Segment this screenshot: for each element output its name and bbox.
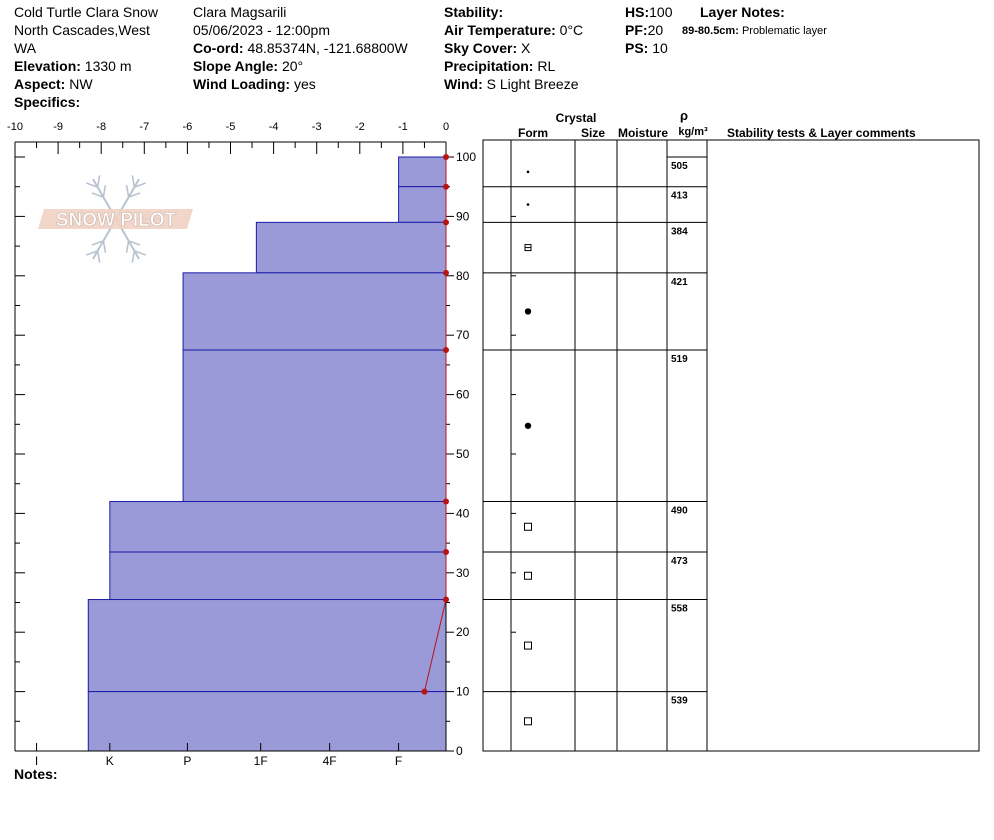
height-tick-label: 50 <box>456 447 470 461</box>
windload-row: Wind Loading: yes <box>193 76 316 92</box>
hardness-layer-bar <box>399 187 446 223</box>
density-value: 473 <box>671 556 688 568</box>
hardness-label: K <box>105 754 114 768</box>
hs-value: 100 <box>649 4 673 20</box>
height-tick-label: 10 <box>456 684 470 699</box>
hardness-label: I <box>34 754 39 768</box>
location-line-3: WA <box>14 40 37 56</box>
temp-tick-label: -6 <box>182 121 193 133</box>
temp-tick-label: -10 <box>7 121 23 133</box>
height-tick-label: 40 <box>456 506 470 521</box>
crystal-form-round-dot <box>525 423 531 429</box>
slope-row: Slope Angle: 20° <box>193 58 304 74</box>
hardness-layer-bar <box>183 273 446 350</box>
density-value: 558 <box>671 603 688 615</box>
sky-row: Sky Cover: X <box>444 40 531 56</box>
density-value: 421 <box>671 276 688 288</box>
density-value: 384 <box>671 226 688 238</box>
hs-row: HS:100 <box>625 4 673 20</box>
sky-value: X <box>521 40 531 56</box>
airtemp-value: 0°C <box>559 22 584 38</box>
temperature-point <box>443 347 449 353</box>
crystal-form-small-dot <box>527 171 530 174</box>
height-tick-label: 0 <box>456 744 463 758</box>
ps-row: PS: 10 <box>625 40 668 56</box>
aspect-value: NW <box>69 76 93 92</box>
form-header: Form <box>518 126 548 140</box>
hardness-layer-bar <box>183 350 446 501</box>
temperature-point <box>443 597 449 603</box>
crystal-form-square <box>525 523 532 530</box>
height-tick-label: 30 <box>456 565 470 580</box>
ps-value: 10 <box>652 40 668 56</box>
height-tick-label: 90 <box>456 209 470 224</box>
hardness-layer-bar <box>110 502 446 552</box>
wind-value: S Light Breeze <box>486 76 579 92</box>
crystal-header: Crystal <box>555 111 597 125</box>
temp-tick-label: -8 <box>96 121 107 133</box>
snowflake-branch <box>98 251 100 263</box>
moisture-header: Moisture <box>617 126 669 140</box>
elevation-value: 1330 m <box>84 58 132 74</box>
temperature-point <box>421 689 427 695</box>
wind-row: Wind: S Light Breeze <box>444 76 579 92</box>
density-unit-header: kg/m³ <box>678 126 708 138</box>
coord-value: 48.85374N, -121.68800W <box>247 40 408 56</box>
temperature-point <box>443 270 449 276</box>
aspect-row: Aspect: NW <box>14 76 93 92</box>
temp-tick-label: -2 <box>354 121 365 133</box>
temp-tick-label: -4 <box>268 121 279 133</box>
size-header: Size <box>580 126 606 140</box>
temp-tick-label: -1 <box>398 121 408 133</box>
temp-tick-label: -7 <box>139 121 150 133</box>
hardness-label: F <box>394 754 403 768</box>
crystal-form-square <box>525 642 532 649</box>
temperature-point <box>443 184 449 190</box>
hardness-layer-bar <box>88 692 446 751</box>
density-value: 413 <box>671 190 688 202</box>
coord-row: Co-ord: 48.85374N, -121.68800W <box>193 40 408 56</box>
crystal-form-round-dot <box>525 308 531 314</box>
stability-header: Stability tests & Layer comments <box>727 126 916 140</box>
observer-name: Clara Magsarili <box>193 4 287 20</box>
hardness-layer-bar <box>88 600 446 692</box>
hardness-label: 1F <box>253 754 268 768</box>
density-value: 490 <box>671 505 688 517</box>
snowflake-branch <box>132 251 134 263</box>
temp-tick-label: -5 <box>225 121 236 133</box>
location-line-1: Cold Turtle Clara Snow <box>14 4 158 20</box>
slope-value: 20° <box>281 58 304 74</box>
hardness-layer-bar <box>399 157 446 187</box>
hardness-layer-bar <box>256 222 446 272</box>
observation-datetime: 05/06/2023 - 12:00pm <box>193 22 330 38</box>
windload-value: yes <box>293 76 316 92</box>
snowflake-branch <box>132 175 134 187</box>
temperature-point <box>443 549 449 555</box>
precip-value: RL <box>537 58 556 74</box>
logo-text: SNOW PILOT <box>55 210 177 231</box>
hardness-layer-bar <box>110 552 446 600</box>
precip-row: Precipitation: RL <box>444 58 556 74</box>
layer-notes-title: Layer Notes: <box>700 4 785 20</box>
pf-value: 20 <box>647 22 664 38</box>
temp-tick-label: 0 <box>442 121 450 133</box>
specifics-row: Specifics: <box>14 94 81 110</box>
crystal-form-small-dot <box>527 203 530 206</box>
snowflake-branch <box>98 175 100 187</box>
height-tick-label: 80 <box>456 268 470 283</box>
snowpilot-logo <box>38 175 193 262</box>
height-tick-label: 100 <box>456 150 477 164</box>
temperature-point <box>443 154 449 160</box>
temperature-point <box>443 219 449 225</box>
snowflake-branch <box>103 241 105 253</box>
pf-row: PF:20 <box>625 22 664 38</box>
height-tick-label: 60 <box>456 387 470 402</box>
layer-note-range: 89-80.5cm: <box>682 25 739 37</box>
layer-table-frame <box>483 140 979 751</box>
layer-note-text: Problematic layer <box>741 25 827 37</box>
crystal-form-square <box>525 718 532 725</box>
crystal-form-square <box>525 572 532 579</box>
temperature-point <box>443 499 449 505</box>
elevation-row: Elevation: 1330 m <box>14 58 132 74</box>
temp-tick-label: -3 <box>311 121 322 133</box>
density-value: 539 <box>671 695 688 707</box>
temp-tick-label: -9 <box>53 121 63 133</box>
height-tick-label: 70 <box>456 328 470 343</box>
density-value: 519 <box>671 354 688 366</box>
density-value: 505 <box>671 161 688 172</box>
snowflake-branch <box>127 241 129 253</box>
density-symbol: ρ <box>679 108 689 123</box>
snowflake-branch <box>103 185 105 197</box>
snowflake-branch <box>127 185 129 197</box>
stability-row: Stability: <box>444 4 504 20</box>
hardness-label: 4F <box>322 754 337 768</box>
hardness-label: P <box>183 754 192 768</box>
location-line-2: North Cascades,West <box>14 22 150 38</box>
airtemp-row: Air Temperature: 0°C <box>444 22 584 38</box>
notes-label: Notes: <box>14 766 58 782</box>
height-tick-label: 20 <box>456 625 470 640</box>
